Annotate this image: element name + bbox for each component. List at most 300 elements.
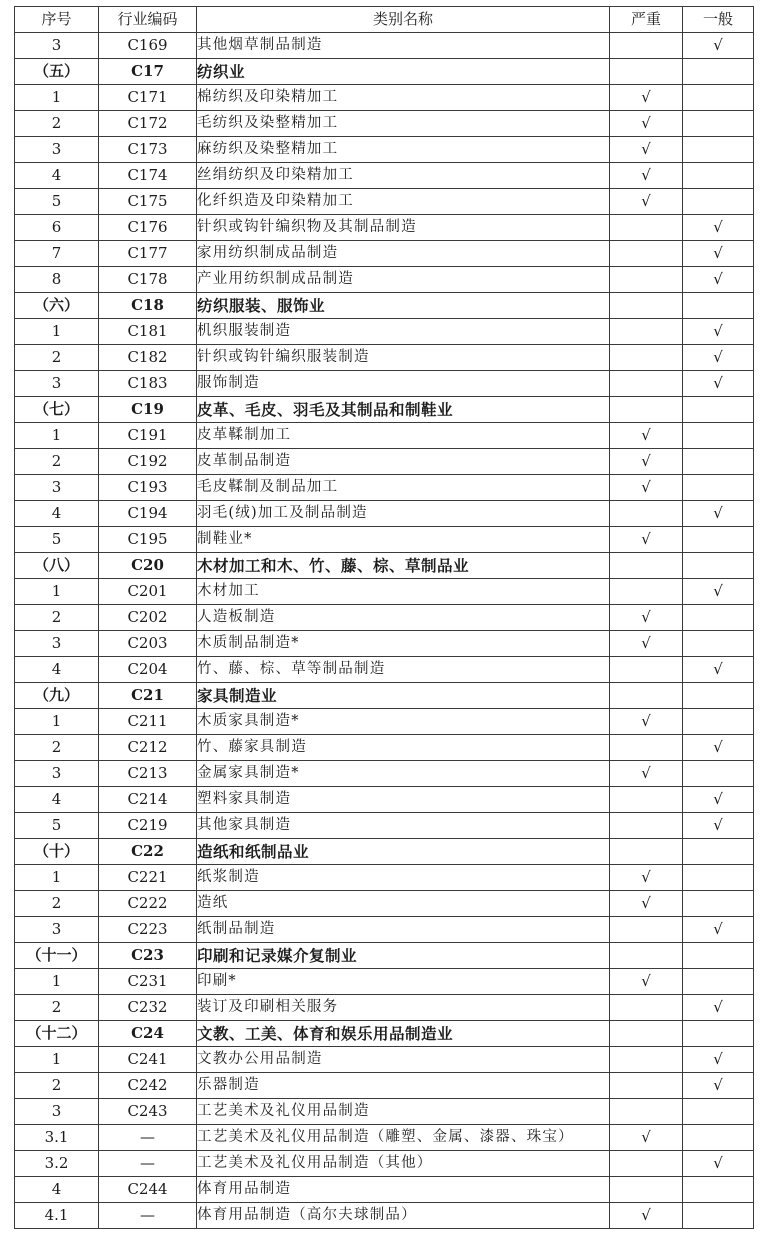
- row-industry-code: C17: [99, 59, 197, 85]
- check-mark-icon: √: [713, 244, 723, 262]
- row-general-mark: [683, 293, 754, 319]
- row-serial-number: 3: [15, 137, 99, 163]
- row-general-mark: [683, 319, 754, 345]
- row-serial-number: 3: [15, 371, 99, 397]
- row-industry-code: C21: [99, 683, 197, 709]
- check-mark-icon: √: [713, 374, 723, 392]
- row-severe-mark: [610, 579, 683, 605]
- check-mark-icon: √: [641, 530, 651, 548]
- table-header-row: [15, 7, 754, 33]
- check-mark-icon: √: [641, 972, 651, 990]
- row-category-name: 纸浆制造: [197, 865, 610, 891]
- row-category-name: 乐器制造: [197, 1073, 610, 1099]
- row-industry-code: C171: [99, 85, 197, 111]
- industry-classification-table: [14, 6, 754, 1229]
- row-general-mark: [683, 241, 754, 267]
- row-general-mark: [683, 995, 754, 1021]
- row-serial-number: 5: [15, 189, 99, 215]
- table-row: [15, 605, 754, 631]
- row-category-name: 皮革、毛皮、羽毛及其制品和制鞋业: [197, 397, 610, 423]
- category-row: [15, 683, 754, 709]
- row-serial-number: 2: [15, 891, 99, 917]
- row-serial-number: 4: [15, 163, 99, 189]
- table-row: [15, 917, 754, 943]
- row-severe-mark: [610, 891, 683, 917]
- row-severe-mark: [610, 813, 683, 839]
- row-general-mark: [683, 709, 754, 735]
- row-category-name: 文教、工美、体育和娱乐用品制造业: [197, 1021, 610, 1047]
- row-category-name: 麻纺织及染整精加工: [197, 137, 610, 163]
- row-serial-number: 3: [15, 475, 99, 501]
- row-general-mark: [683, 605, 754, 631]
- row-category-name: 丝绢纺织及印染精加工: [197, 163, 610, 189]
- row-category-name: 皮革鞣制加工: [197, 423, 610, 449]
- row-industry-code: C194: [99, 501, 197, 527]
- check-mark-icon: √: [641, 608, 651, 626]
- row-industry-code: —: [99, 1203, 197, 1229]
- row-general-mark: [683, 397, 754, 423]
- table-row: [15, 371, 754, 397]
- row-industry-code: C244: [99, 1177, 197, 1203]
- table-row: [15, 85, 754, 111]
- row-category-name: 服饰制造: [197, 371, 610, 397]
- row-general-mark: [683, 215, 754, 241]
- table-row: [15, 475, 754, 501]
- table-row: [15, 33, 754, 59]
- row-category-name: 棉纺织及印染精加工: [197, 85, 610, 111]
- row-industry-code: C211: [99, 709, 197, 735]
- row-industry-code: C177: [99, 241, 197, 267]
- header-general: 一般: [683, 7, 754, 33]
- table-row: [15, 137, 754, 163]
- row-industry-code: C214: [99, 787, 197, 813]
- row-category-name: 纸制品制造: [197, 917, 610, 943]
- table-row: [15, 1151, 754, 1177]
- row-severe-mark: [610, 787, 683, 813]
- table-row: [15, 423, 754, 449]
- check-mark-icon: √: [713, 1050, 723, 1068]
- row-general-mark: [683, 1047, 754, 1073]
- row-severe-mark: [610, 1021, 683, 1047]
- row-serial-number: （六）: [15, 293, 99, 319]
- row-industry-code: C241: [99, 1047, 197, 1073]
- row-general-mark: [683, 1125, 754, 1151]
- check-mark-icon: √: [713, 660, 723, 678]
- row-industry-code: C182: [99, 345, 197, 371]
- row-severe-mark: [610, 163, 683, 189]
- row-general-mark: [683, 761, 754, 787]
- check-mark-icon: √: [713, 322, 723, 340]
- row-severe-mark: [610, 345, 683, 371]
- row-serial-number: 5: [15, 813, 99, 839]
- row-category-name: 工艺美术及礼仪用品制造（雕塑、金属、漆器、珠宝）: [197, 1125, 610, 1151]
- table-row: [15, 215, 754, 241]
- row-industry-code: C195: [99, 527, 197, 553]
- row-severe-mark: [610, 1047, 683, 1073]
- row-serial-number: 2: [15, 735, 99, 761]
- table-row: [15, 1125, 754, 1151]
- row-category-name: 针织或钩针编织服装制造: [197, 345, 610, 371]
- row-general-mark: [683, 1151, 754, 1177]
- table-row: [15, 787, 754, 813]
- table-row: [15, 241, 754, 267]
- row-general-mark: [683, 865, 754, 891]
- header-severe: 严重: [610, 7, 683, 33]
- row-industry-code: C174: [99, 163, 197, 189]
- row-general-mark: [683, 943, 754, 969]
- category-row: [15, 59, 754, 85]
- row-category-name: 纺织业: [197, 59, 610, 85]
- row-severe-mark: [610, 1099, 683, 1125]
- row-serial-number: 3.2: [15, 1151, 99, 1177]
- row-category-name: 家用纺织制成品制造: [197, 241, 610, 267]
- row-severe-mark: [610, 969, 683, 995]
- table-row: [15, 345, 754, 371]
- row-category-name: 产业用纺织制成品制造: [197, 267, 610, 293]
- row-serial-number: 1: [15, 709, 99, 735]
- row-category-name: 竹、藤、棕、草等制品制造: [197, 657, 610, 683]
- row-severe-mark: [610, 267, 683, 293]
- row-serial-number: 4: [15, 787, 99, 813]
- row-general-mark: [683, 1099, 754, 1125]
- table-row: [15, 163, 754, 189]
- row-serial-number: 4: [15, 501, 99, 527]
- table-row: [15, 111, 754, 137]
- row-general-mark: [683, 345, 754, 371]
- check-mark-icon: √: [641, 1128, 651, 1146]
- row-serial-number: 1: [15, 865, 99, 891]
- check-mark-icon: √: [641, 1206, 651, 1224]
- row-serial-number: 3.1: [15, 1125, 99, 1151]
- row-category-name: 金属家具制造*: [197, 761, 610, 787]
- row-serial-number: 6: [15, 215, 99, 241]
- row-category-name: 木材加工: [197, 579, 610, 605]
- row-serial-number: 7: [15, 241, 99, 267]
- row-general-mark: [683, 969, 754, 995]
- row-general-mark: [683, 449, 754, 475]
- row-serial-number: （八）: [15, 553, 99, 579]
- check-mark-icon: √: [713, 738, 723, 756]
- category-row: [15, 293, 754, 319]
- row-severe-mark: [610, 683, 683, 709]
- check-mark-icon: √: [713, 1154, 723, 1172]
- row-industry-code: C201: [99, 579, 197, 605]
- row-industry-code: C172: [99, 111, 197, 137]
- row-category-name: 制鞋业*: [197, 527, 610, 553]
- row-serial-number: 3: [15, 917, 99, 943]
- table-row: [15, 969, 754, 995]
- row-severe-mark: [610, 1203, 683, 1229]
- row-general-mark: [683, 111, 754, 137]
- check-mark-icon: √: [713, 790, 723, 808]
- table-row: [15, 527, 754, 553]
- check-mark-icon: √: [641, 426, 651, 444]
- row-industry-code: C22: [99, 839, 197, 865]
- row-severe-mark: [610, 735, 683, 761]
- category-row: [15, 1021, 754, 1047]
- row-industry-code: C212: [99, 735, 197, 761]
- table-row: [15, 761, 754, 787]
- row-serial-number: （十）: [15, 839, 99, 865]
- row-industry-code: C20: [99, 553, 197, 579]
- row-severe-mark: [610, 709, 683, 735]
- row-industry-code: C18: [99, 293, 197, 319]
- row-general-mark: [683, 1203, 754, 1229]
- row-industry-code: C173: [99, 137, 197, 163]
- row-general-mark: [683, 917, 754, 943]
- row-category-name: 木材加工和木、竹、藤、棕、草制品业: [197, 553, 610, 579]
- row-industry-code: —: [99, 1125, 197, 1151]
- row-category-name: 羽毛(绒)加工及制品制造: [197, 501, 610, 527]
- row-industry-code: C193: [99, 475, 197, 501]
- check-mark-icon: √: [641, 712, 651, 730]
- table-row: [15, 709, 754, 735]
- row-serial-number: （五）: [15, 59, 99, 85]
- check-mark-icon: √: [641, 478, 651, 496]
- row-serial-number: 3: [15, 761, 99, 787]
- row-general-mark: [683, 137, 754, 163]
- row-severe-mark: [610, 33, 683, 59]
- row-category-name: 体育用品制造: [197, 1177, 610, 1203]
- category-row: [15, 397, 754, 423]
- check-mark-icon: √: [641, 452, 651, 470]
- row-industry-code: C178: [99, 267, 197, 293]
- row-severe-mark: [610, 1125, 683, 1151]
- row-industry-code: C181: [99, 319, 197, 345]
- row-general-mark: [683, 1073, 754, 1099]
- row-general-mark: [683, 189, 754, 215]
- check-mark-icon: √: [713, 504, 723, 522]
- row-industry-code: C175: [99, 189, 197, 215]
- row-category-name: 机织服装制造: [197, 319, 610, 345]
- row-severe-mark: [610, 1177, 683, 1203]
- row-serial-number: 3: [15, 33, 99, 59]
- table-body: [15, 33, 754, 1229]
- row-category-name: 装订及印刷相关服务: [197, 995, 610, 1021]
- row-serial-number: 1: [15, 423, 99, 449]
- row-severe-mark: [610, 59, 683, 85]
- row-severe-mark: [610, 527, 683, 553]
- row-serial-number: 3: [15, 631, 99, 657]
- row-serial-number: 4.1: [15, 1203, 99, 1229]
- check-mark-icon: √: [641, 166, 651, 184]
- row-category-name: 印刷*: [197, 969, 610, 995]
- check-mark-icon: √: [713, 270, 723, 288]
- row-general-mark: [683, 683, 754, 709]
- row-general-mark: [683, 163, 754, 189]
- check-mark-icon: √: [713, 582, 723, 600]
- row-industry-code: C192: [99, 449, 197, 475]
- row-category-name: 化纤织造及印染精加工: [197, 189, 610, 215]
- row-general-mark: [683, 735, 754, 761]
- table-row: [15, 1203, 754, 1229]
- row-serial-number: （九）: [15, 683, 99, 709]
- row-severe-mark: [610, 189, 683, 215]
- row-general-mark: [683, 267, 754, 293]
- row-category-name: 其他家具制造: [197, 813, 610, 839]
- row-severe-mark: [610, 839, 683, 865]
- header-serial-number: 序号: [15, 7, 99, 33]
- row-category-name: 竹、藤家具制造: [197, 735, 610, 761]
- row-general-mark: [683, 553, 754, 579]
- row-industry-code: C243: [99, 1099, 197, 1125]
- row-industry-code: C176: [99, 215, 197, 241]
- row-severe-mark: [610, 241, 683, 267]
- row-severe-mark: [610, 1073, 683, 1099]
- row-severe-mark: [610, 85, 683, 111]
- row-serial-number: 1: [15, 85, 99, 111]
- check-mark-icon: √: [713, 36, 723, 54]
- row-industry-code: —: [99, 1151, 197, 1177]
- row-category-name: 塑料家具制造: [197, 787, 610, 813]
- row-serial-number: 1: [15, 319, 99, 345]
- row-severe-mark: [610, 397, 683, 423]
- row-general-mark: [683, 1021, 754, 1047]
- row-severe-mark: [610, 475, 683, 501]
- header-industry-code: 行业编码: [99, 7, 197, 33]
- row-serial-number: 2: [15, 345, 99, 371]
- table-row: [15, 449, 754, 475]
- row-severe-mark: [610, 917, 683, 943]
- row-serial-number: 2: [15, 995, 99, 1021]
- row-industry-code: C183: [99, 371, 197, 397]
- row-category-name: 工艺美术及礼仪用品制造（其他）: [197, 1151, 610, 1177]
- row-serial-number: 5: [15, 527, 99, 553]
- row-serial-number: （十一）: [15, 943, 99, 969]
- row-category-name: 木质家具制造*: [197, 709, 610, 735]
- check-mark-icon: √: [641, 140, 651, 158]
- row-industry-code: C169: [99, 33, 197, 59]
- row-severe-mark: [610, 449, 683, 475]
- row-general-mark: [683, 475, 754, 501]
- row-category-name: 印刷和记录媒介复制业: [197, 943, 610, 969]
- table-row: [15, 579, 754, 605]
- row-serial-number: 1: [15, 969, 99, 995]
- table-row: [15, 1177, 754, 1203]
- table-row: [15, 995, 754, 1021]
- row-industry-code: C231: [99, 969, 197, 995]
- row-general-mark: [683, 85, 754, 111]
- row-serial-number: 4: [15, 1177, 99, 1203]
- row-industry-code: C24: [99, 1021, 197, 1047]
- row-general-mark: [683, 891, 754, 917]
- row-industry-code: C221: [99, 865, 197, 891]
- row-general-mark: [683, 839, 754, 865]
- category-row: [15, 839, 754, 865]
- row-severe-mark: [610, 319, 683, 345]
- row-general-mark: [683, 787, 754, 813]
- row-category-name: 毛纺织及染整精加工: [197, 111, 610, 137]
- table-row: [15, 319, 754, 345]
- row-category-name: 文教办公用品制造: [197, 1047, 610, 1073]
- row-general-mark: [683, 527, 754, 553]
- row-serial-number: （七）: [15, 397, 99, 423]
- row-industry-code: C232: [99, 995, 197, 1021]
- check-mark-icon: √: [641, 192, 651, 210]
- row-severe-mark: [610, 865, 683, 891]
- check-mark-icon: √: [713, 1076, 723, 1094]
- table-row: [15, 1073, 754, 1099]
- table-row: [15, 189, 754, 215]
- row-category-name: 造纸: [197, 891, 610, 917]
- table-row: [15, 501, 754, 527]
- table-row: [15, 1099, 754, 1125]
- row-severe-mark: [610, 605, 683, 631]
- row-severe-mark: [610, 553, 683, 579]
- row-serial-number: 8: [15, 267, 99, 293]
- row-serial-number: 2: [15, 111, 99, 137]
- row-serial-number: 2: [15, 1073, 99, 1099]
- row-general-mark: [683, 579, 754, 605]
- table-row: [15, 891, 754, 917]
- row-category-name: 人造板制造: [197, 605, 610, 631]
- row-industry-code: C223: [99, 917, 197, 943]
- row-industry-code: C222: [99, 891, 197, 917]
- check-mark-icon: √: [713, 998, 723, 1016]
- header-category-name: 类别名称: [197, 7, 610, 33]
- table-row: [15, 865, 754, 891]
- row-industry-code: C204: [99, 657, 197, 683]
- row-severe-mark: [610, 111, 683, 137]
- row-general-mark: [683, 423, 754, 449]
- row-general-mark: [683, 371, 754, 397]
- row-severe-mark: [610, 137, 683, 163]
- category-row: [15, 943, 754, 969]
- row-severe-mark: [610, 501, 683, 527]
- row-general-mark: [683, 59, 754, 85]
- row-category-name: 工艺美术及礼仪用品制造: [197, 1099, 610, 1125]
- row-category-name: 皮革制品制造: [197, 449, 610, 475]
- row-severe-mark: [610, 215, 683, 241]
- row-general-mark: [683, 1177, 754, 1203]
- row-serial-number: 1: [15, 579, 99, 605]
- check-mark-icon: √: [641, 114, 651, 132]
- row-severe-mark: [610, 1151, 683, 1177]
- row-serial-number: 4: [15, 657, 99, 683]
- row-general-mark: [683, 657, 754, 683]
- row-general-mark: [683, 813, 754, 839]
- row-severe-mark: [610, 423, 683, 449]
- row-industry-code: C23: [99, 943, 197, 969]
- row-severe-mark: [610, 631, 683, 657]
- check-mark-icon: √: [641, 894, 651, 912]
- row-severe-mark: [610, 657, 683, 683]
- check-mark-icon: √: [641, 868, 651, 886]
- row-severe-mark: [610, 293, 683, 319]
- table-row: [15, 1047, 754, 1073]
- document-page: [14, 6, 754, 1229]
- table-row: [15, 657, 754, 683]
- row-serial-number: 2: [15, 605, 99, 631]
- row-industry-code: C203: [99, 631, 197, 657]
- row-industry-code: C242: [99, 1073, 197, 1099]
- row-category-name: 体育用品制造（高尔夫球制品）: [197, 1203, 610, 1229]
- row-general-mark: [683, 501, 754, 527]
- table-row: [15, 735, 754, 761]
- check-mark-icon: √: [641, 764, 651, 782]
- row-industry-code: C191: [99, 423, 197, 449]
- table-row: [15, 267, 754, 293]
- row-category-name: 纺织服装、服饰业: [197, 293, 610, 319]
- row-general-mark: [683, 631, 754, 657]
- check-mark-icon: √: [641, 88, 651, 106]
- row-severe-mark: [610, 371, 683, 397]
- row-serial-number: （十二）: [15, 1021, 99, 1047]
- row-severe-mark: [610, 761, 683, 787]
- check-mark-icon: √: [713, 348, 723, 366]
- row-severe-mark: [610, 943, 683, 969]
- row-category-name: 其他烟草制品制造: [197, 33, 610, 59]
